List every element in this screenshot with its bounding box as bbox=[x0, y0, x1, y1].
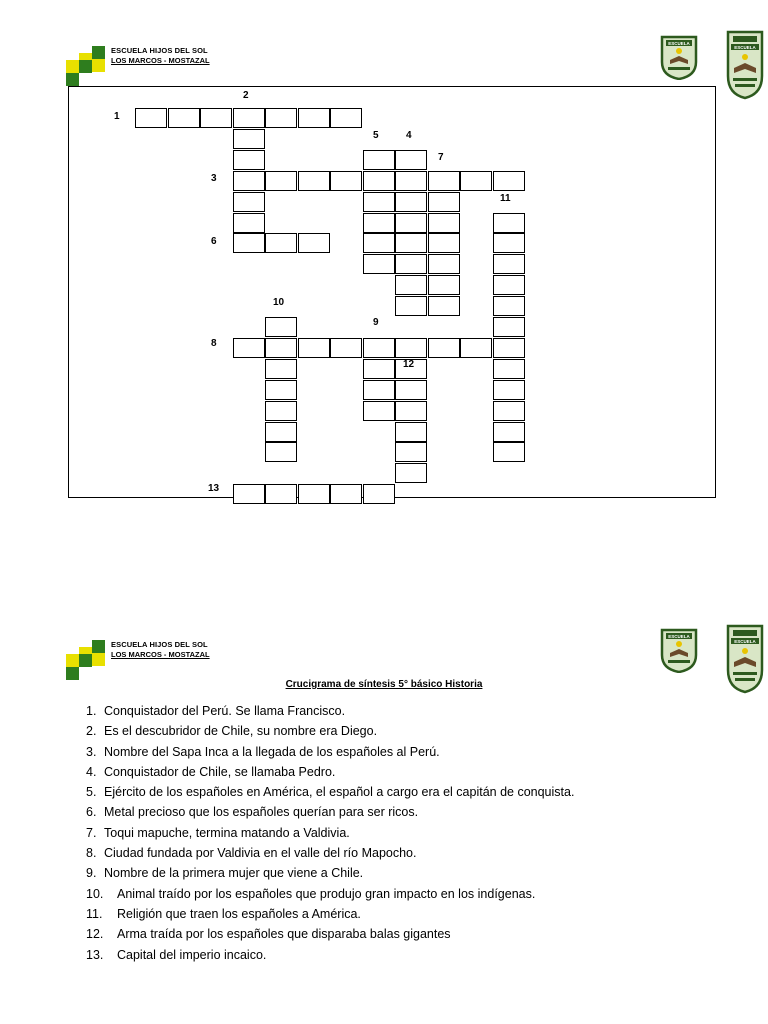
crossword-cell[interactable] bbox=[168, 108, 200, 128]
school-header-bottom bbox=[66, 640, 226, 680]
clue-item-number: 6. bbox=[86, 805, 97, 820]
clue-item-text: Nombre de la primera mujer que viene a Chile. bbox=[104, 866, 364, 881]
clue-item-number: 12. bbox=[86, 927, 104, 942]
crossword-cell[interactable] bbox=[428, 171, 460, 191]
clue-item-number: 9. bbox=[86, 866, 97, 881]
clue-item-text: Toqui mapuche, termina matando a Valdivia. bbox=[104, 825, 350, 840]
crossword-cell[interactable] bbox=[363, 233, 395, 253]
crossword-cell[interactable] bbox=[200, 108, 232, 128]
crossword-cell[interactable] bbox=[460, 171, 492, 191]
crossword-cell[interactable] bbox=[298, 484, 330, 504]
clue-item-number: 5. bbox=[86, 785, 97, 800]
clue-number-8: 8 bbox=[211, 338, 217, 349]
clue-item-text: Conquistador de Chile, se llamaba Pedro. bbox=[104, 764, 336, 779]
crossword-cell[interactable] bbox=[135, 108, 167, 128]
crossword-cell[interactable] bbox=[395, 275, 427, 295]
crossword-cell[interactable] bbox=[493, 233, 525, 253]
crossword-cell[interactable] bbox=[330, 108, 362, 128]
crossword-cell[interactable] bbox=[395, 233, 427, 253]
clue-item-number: 2. bbox=[86, 724, 97, 739]
clue-item-text: Arma traída por los españoles que disparaba balas gigantes bbox=[117, 927, 451, 942]
school-name: ESCUELA HIJOS DEL SOL bbox=[111, 640, 208, 649]
clue-number-2: 2 bbox=[243, 90, 249, 101]
crossword-cell[interactable] bbox=[233, 108, 265, 128]
svg-text:ESCUELA: ESCUELA bbox=[734, 45, 756, 50]
clue-item-number: 11. bbox=[86, 906, 103, 921]
clue-item-number: 8. bbox=[86, 846, 97, 861]
crossword-cell[interactable] bbox=[363, 171, 395, 191]
crossword-cell[interactable] bbox=[395, 338, 427, 358]
crossword-cell[interactable] bbox=[428, 275, 460, 295]
crossword-cell[interactable] bbox=[395, 150, 427, 170]
crossword-cell[interactable] bbox=[493, 296, 525, 316]
clue-item-number: 4. bbox=[86, 764, 97, 779]
crossword-cell[interactable] bbox=[395, 171, 427, 191]
clue-item bbox=[86, 823, 574, 843]
crossword-cell[interactable] bbox=[265, 233, 297, 253]
crossword-cell[interactable] bbox=[493, 254, 525, 274]
clue-item bbox=[86, 843, 574, 863]
crossword-cell[interactable] bbox=[493, 171, 525, 191]
clue-number-12: 12 bbox=[403, 359, 415, 370]
crossword-cell[interactable] bbox=[233, 171, 265, 191]
school-crest-icon bbox=[660, 627, 698, 673]
clue-number-13: 13 bbox=[208, 483, 220, 494]
clue-number-4: 4 bbox=[406, 130, 412, 141]
crossword-cell[interactable] bbox=[363, 484, 395, 504]
crossword-cell[interactable] bbox=[265, 359, 297, 379]
clue-item-text: Ejército de los españoles en América, el español a cargo era el capitán de conquista. bbox=[104, 785, 575, 800]
crossword-cell[interactable] bbox=[395, 401, 427, 421]
crossword-cell[interactable] bbox=[363, 213, 395, 233]
crossword-cell[interactable] bbox=[233, 233, 265, 253]
crossword-cell[interactable] bbox=[428, 338, 460, 358]
crossword-cell[interactable] bbox=[363, 338, 395, 358]
school-location: LOS MARCOS - MOSTAZAL bbox=[111, 56, 210, 65]
clue-item bbox=[86, 863, 574, 883]
school-name: ESCUELA HIJOS DEL SOL bbox=[111, 46, 208, 55]
crossword-cell[interactable] bbox=[395, 442, 427, 462]
clue-item bbox=[86, 924, 574, 944]
clue-item-text: Nombre del Sapa Inca a la llegada de los españoles al Perú. bbox=[104, 744, 440, 759]
clue-item-number: 3. bbox=[86, 744, 97, 759]
crossword-cell[interactable] bbox=[265, 401, 297, 421]
clue-item bbox=[86, 802, 574, 822]
crossword-cell[interactable] bbox=[395, 380, 427, 400]
crossword-cell[interactable] bbox=[395, 254, 427, 274]
crossword-board bbox=[68, 86, 716, 498]
crossword-cell[interactable] bbox=[363, 254, 395, 274]
crossword-cell[interactable] bbox=[265, 317, 297, 337]
clue-item-number: 7. bbox=[86, 825, 97, 840]
clue-item-text: Animal traído por los españoles que produjo gran impacto en los indígenas. bbox=[117, 886, 536, 901]
clue-item bbox=[86, 782, 574, 802]
clue-number-5: 5 bbox=[373, 130, 379, 141]
clue-item-text: Metal precioso que los españoles querían para ser ricos. bbox=[104, 805, 419, 820]
clue-item-number: 10. bbox=[86, 886, 104, 901]
crossword-cell[interactable] bbox=[493, 380, 525, 400]
clue-item bbox=[86, 742, 574, 762]
clue-item-text: Capital del imperio incaico. bbox=[117, 947, 267, 962]
crossword-cell[interactable] bbox=[395, 463, 427, 483]
crossword-cell[interactable] bbox=[363, 192, 395, 212]
crossword-cell[interactable] bbox=[493, 275, 525, 295]
crossword-cell[interactable] bbox=[428, 254, 460, 274]
clue-item-text: Religión que traen los españoles a América. bbox=[117, 906, 361, 921]
crossword-cell[interactable] bbox=[493, 213, 525, 233]
crossword-cell[interactable] bbox=[265, 171, 297, 191]
clue-number-10: 10 bbox=[273, 297, 285, 308]
crossword-cell[interactable] bbox=[428, 296, 460, 316]
crossword-cell[interactable] bbox=[330, 338, 362, 358]
crossword-cell[interactable] bbox=[265, 484, 297, 504]
crossword-cell[interactable] bbox=[493, 422, 525, 442]
school-header-top bbox=[66, 46, 226, 86]
clue-item-text: Es el descubridor de Chile, su nombre era Diego. bbox=[104, 724, 378, 739]
clue-item bbox=[86, 721, 574, 741]
crossword-cell[interactable] bbox=[395, 213, 427, 233]
crossword-cell[interactable] bbox=[298, 108, 330, 128]
crossword-cell[interactable] bbox=[330, 171, 362, 191]
crossword-cell[interactable] bbox=[233, 338, 265, 358]
clue-item bbox=[86, 762, 574, 782]
crossword-cell[interactable] bbox=[265, 338, 297, 358]
crossword-cell[interactable] bbox=[428, 213, 460, 233]
crossword-cell[interactable] bbox=[395, 422, 427, 442]
clue-item-text: Conquistador del Perú. Se llama Francisco. bbox=[104, 704, 346, 718]
crossword-cell[interactable] bbox=[395, 192, 427, 212]
crossword-cell[interactable] bbox=[363, 150, 395, 170]
clue-item bbox=[86, 701, 574, 721]
clue-number-3: 3 bbox=[211, 173, 217, 184]
school-crest-icon bbox=[660, 34, 698, 80]
crossword-cell[interactable] bbox=[265, 422, 297, 442]
clue-item-number: 13. bbox=[86, 947, 104, 962]
crossword-cell[interactable] bbox=[363, 380, 395, 400]
clue-item-number: 1. bbox=[86, 704, 97, 718]
crossword-cell[interactable] bbox=[233, 150, 265, 170]
clue-item-text: Ciudad fundada por Valdivia en el valle del río Mapocho. bbox=[104, 846, 417, 861]
crossword-cell[interactable] bbox=[265, 380, 297, 400]
crossword-cell[interactable] bbox=[298, 171, 330, 191]
crossword-cell[interactable] bbox=[233, 213, 265, 233]
crossword-cell[interactable] bbox=[460, 338, 492, 358]
clue-item bbox=[86, 945, 574, 965]
crossword-cell[interactable] bbox=[395, 296, 427, 316]
crossword-cell[interactable] bbox=[493, 401, 525, 421]
clue-number-7: 7 bbox=[438, 152, 444, 163]
crossword-cell[interactable] bbox=[493, 338, 525, 358]
crossword-cell[interactable] bbox=[298, 338, 330, 358]
crossword-cell[interactable] bbox=[298, 233, 330, 253]
crossword-cell[interactable] bbox=[265, 442, 297, 462]
worksheet-title: Crucigrama de síntesis 5° básico Historia bbox=[285, 679, 483, 690]
crossword-cell[interactable] bbox=[493, 442, 525, 462]
crossword-cell[interactable] bbox=[233, 129, 265, 149]
crossword-cell[interactable] bbox=[428, 233, 460, 253]
svg-text:ESCUELA: ESCUELA bbox=[668, 41, 690, 46]
clue-list bbox=[86, 701, 574, 965]
svg-text:ESCUELA: ESCUELA bbox=[668, 634, 690, 639]
clue-number-9: 9 bbox=[373, 317, 379, 328]
crossword-cell[interactable] bbox=[233, 484, 265, 504]
crossword-cell[interactable] bbox=[428, 192, 460, 212]
school-crest-icon bbox=[725, 28, 765, 100]
crossword-cell[interactable] bbox=[330, 484, 362, 504]
crossword-cell[interactable] bbox=[265, 108, 297, 128]
svg-text:ESCUELA: ESCUELA bbox=[734, 639, 756, 644]
clue-number-1: 1 bbox=[114, 111, 120, 122]
crossword-cell[interactable] bbox=[493, 359, 525, 379]
clue-item bbox=[86, 904, 574, 924]
clue-item bbox=[86, 884, 574, 904]
crossword-cell[interactable] bbox=[363, 359, 395, 379]
crossword-cell[interactable] bbox=[493, 317, 525, 337]
clue-number-6: 6 bbox=[211, 236, 217, 247]
school-location: LOS MARCOS - MOSTAZAL bbox=[111, 650, 210, 659]
clue-number-11: 11 bbox=[500, 193, 511, 204]
crossword-cell[interactable] bbox=[233, 192, 265, 212]
crossword-cell[interactable] bbox=[363, 401, 395, 421]
